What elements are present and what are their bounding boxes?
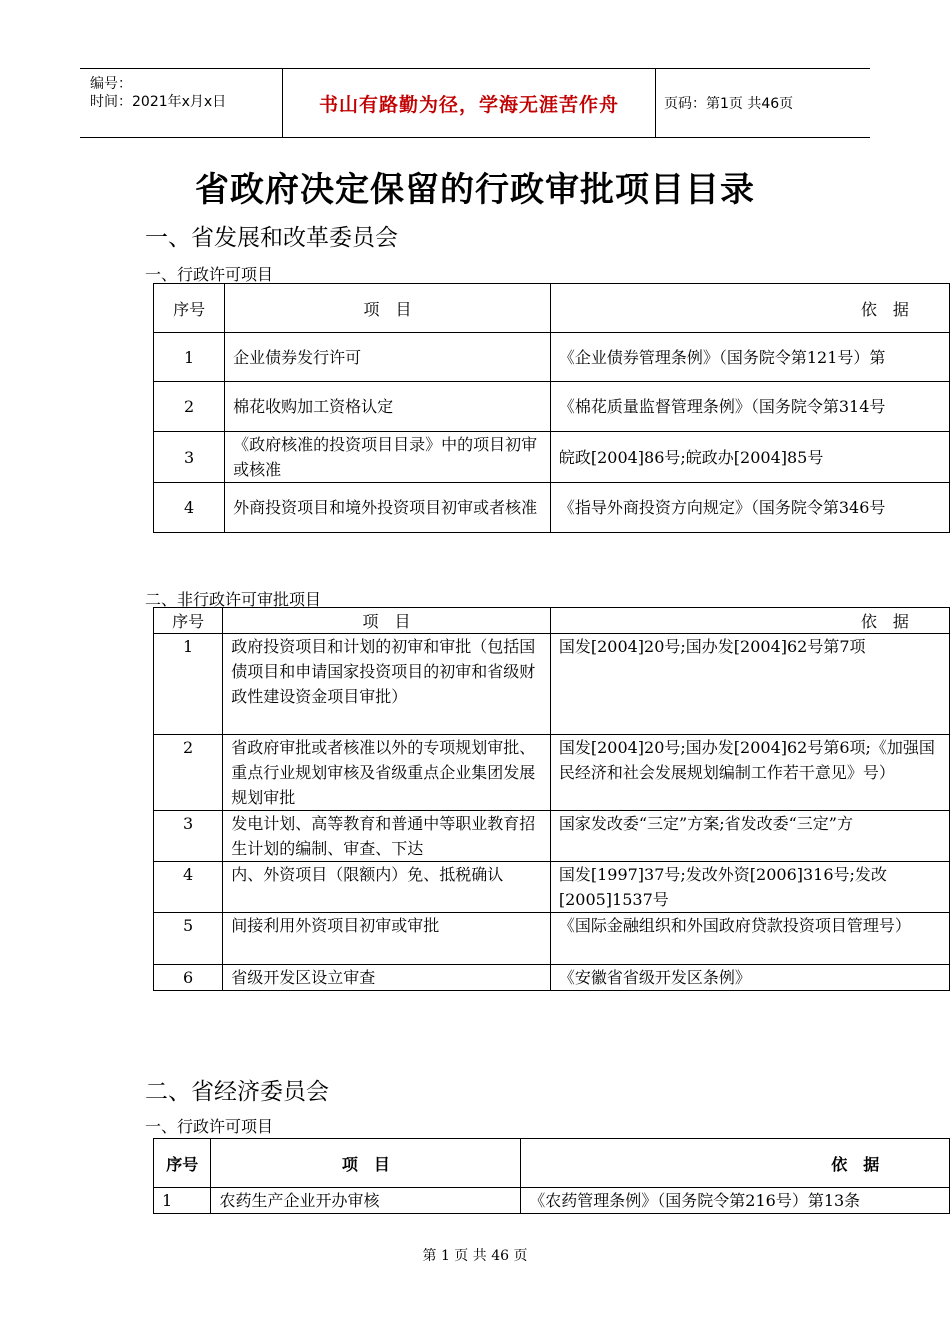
table-header-row bbox=[154, 608, 950, 634]
row-item: 棉花收购加工资格认定 bbox=[225, 382, 551, 432]
row-no: 3 bbox=[154, 432, 225, 483]
subsection-heading-admin-license: 一、行政许可项目 bbox=[145, 265, 274, 284]
table-row bbox=[154, 913, 950, 965]
number-label: 编号： bbox=[90, 76, 132, 92]
time-label: 时间：2021年x月x日 bbox=[90, 94, 227, 110]
table-row bbox=[154, 735, 950, 811]
table-header-row bbox=[154, 1139, 950, 1188]
row-basis: 皖政[2004]86号;皖政办[2004]85号 bbox=[550, 432, 949, 483]
table-row bbox=[154, 965, 950, 991]
row-no: 6 bbox=[154, 965, 223, 991]
row-basis: 《农药管理条例》（国务院令第216号）第13条 bbox=[521, 1188, 950, 1214]
header-page-cell bbox=[656, 69, 870, 137]
row-no: 1 bbox=[154, 1188, 211, 1214]
section-heading-development-reform: 一、省发展和改革委员会 bbox=[145, 225, 398, 251]
col-header-item: 项 目 bbox=[223, 608, 551, 634]
col-header-no: 序号 bbox=[154, 608, 223, 634]
page-info: 页码：第1页 共46页 bbox=[664, 96, 794, 112]
page-footer: 第 1 页 共 46 页 bbox=[422, 1248, 528, 1264]
col-header-no: 序号 bbox=[154, 1139, 211, 1188]
economic-admin-license-table bbox=[153, 1138, 950, 1214]
table-header-row bbox=[154, 284, 950, 333]
subsection-heading-admin-license-2: 一、行政许可项目 bbox=[145, 1117, 274, 1136]
col-header-item: 项 目 bbox=[225, 284, 551, 333]
table-row bbox=[154, 333, 950, 382]
table-row bbox=[154, 382, 950, 432]
row-basis: 《棉花质量监督管理条例》（国务院令第314号 bbox=[550, 382, 949, 432]
row-basis: 国发[1997]37号;发改外资[2006]316号;发改[2005]1537号 bbox=[550, 862, 949, 913]
row-basis: 《企业债券管理条例》（国务院令第121号）第 bbox=[550, 333, 949, 382]
row-no: 3 bbox=[154, 811, 223, 862]
non-admin-approval-table bbox=[153, 607, 950, 991]
row-no: 1 bbox=[154, 634, 223, 735]
row-no: 4 bbox=[154, 483, 225, 533]
table-row bbox=[154, 432, 950, 483]
col-header-no: 序号 bbox=[154, 284, 225, 333]
col-header-item: 项 目 bbox=[211, 1139, 521, 1188]
row-item: 内、外资项目（限额内）免、抵税确认 bbox=[223, 862, 551, 913]
row-basis: 国发[2004]20号;国办发[2004]62号第7项 bbox=[550, 634, 949, 735]
row-item: 省政府审批或者核准以外的专项规划审批、重点行业规划审核及省级重点企业集团发展规划审批 bbox=[223, 735, 551, 811]
page-header bbox=[80, 68, 870, 138]
row-no: 1 bbox=[154, 333, 225, 382]
row-item: 间接利用外资项目初审或审批 bbox=[223, 913, 551, 965]
row-item: 农药生产企业开办审核 bbox=[211, 1188, 521, 1214]
row-no: 2 bbox=[154, 382, 225, 432]
header-motto-cell bbox=[283, 69, 656, 137]
col-header-basis: 依 据 bbox=[550, 608, 949, 634]
row-basis: 国发[2004]20号;国办发[2004]62号第6项;《加强国民经济和社会发展规划编制工作若干意见》号） bbox=[550, 735, 949, 811]
row-item: 省级开发区设立审查 bbox=[223, 965, 551, 991]
row-basis: 《指导外商投资方向规定》（国务院令第346号 bbox=[550, 483, 949, 533]
row-item: 政府投资项目和计划的初审和审批（包括国债项目和申请国家投资项目的初审和省级财政性建设资金项目审批） bbox=[223, 634, 551, 735]
document-title: 省政府决定保留的行政审批项目目录 bbox=[195, 170, 755, 210]
row-item: 发电计划、高等教育和普通中等职业教育招生计划的编制、审查、下达 bbox=[223, 811, 551, 862]
admin-license-table bbox=[153, 283, 950, 533]
table-row bbox=[154, 634, 950, 735]
col-header-basis: 依 据 bbox=[521, 1139, 950, 1188]
row-item: 企业债券发行许可 bbox=[225, 333, 551, 382]
col-header-basis: 依 据 bbox=[550, 284, 949, 333]
section-heading-economic-commission: 二、省经济委员会 bbox=[145, 1079, 329, 1105]
table-row bbox=[154, 862, 950, 913]
row-item: 外商投资项目和境外投资项目初审或者核准 bbox=[225, 483, 551, 533]
subsection-heading-non-admin: 二、非行政许可审批项目 bbox=[145, 590, 322, 609]
table-row bbox=[154, 811, 950, 862]
table-row bbox=[154, 1188, 950, 1214]
motto: 书山有路勤为径，学海无涯苦作舟 bbox=[318, 93, 619, 116]
row-item: 《政府核准的投资项目目录》中的项目初审或核准 bbox=[225, 432, 551, 483]
row-basis: 《安徽省省级开发区条例》 bbox=[550, 965, 949, 991]
row-basis: 国家发改委“三定”方案;省发改委“三定”方 bbox=[550, 811, 949, 862]
table-row bbox=[154, 483, 950, 533]
row-no: 5 bbox=[154, 913, 223, 965]
row-no: 4 bbox=[154, 862, 223, 913]
row-no: 2 bbox=[154, 735, 223, 811]
row-basis: 《国际金融组织和外国政府贷款投资项目管理号） bbox=[550, 913, 949, 965]
header-meta-cell bbox=[80, 69, 283, 137]
